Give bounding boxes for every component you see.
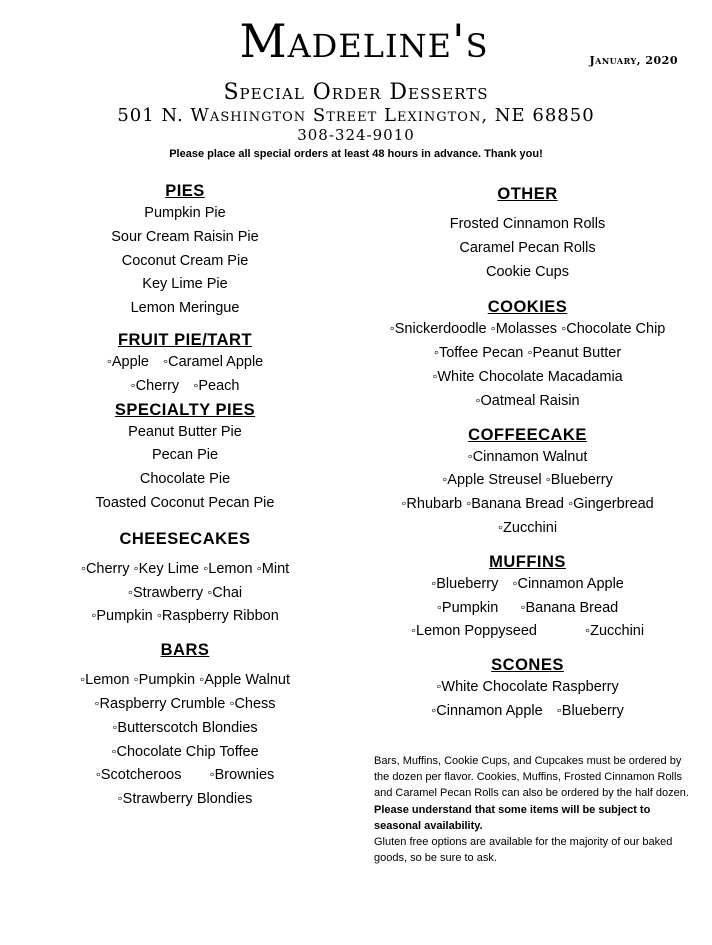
menu-row (20, 582, 350, 606)
menu-item: Pecan Pie (151, 447, 219, 464)
menu-item: ◦Key Lime (133, 560, 200, 577)
menu-item: ◦Chai (207, 584, 243, 601)
menu-row (20, 605, 350, 629)
menu-item: ◦Cinnamon Walnut (467, 448, 588, 465)
menu-row (20, 375, 350, 399)
cheesecakes-section (20, 528, 350, 629)
availability-note: Please understand that some items will be subject to seasonal availability. (374, 803, 651, 832)
menu-item: ◦Raspberry Crumble (94, 695, 226, 712)
menu-item: ◦Cinnamon Apple (431, 702, 543, 719)
menu-item: ◦Cinnamon Apple (512, 575, 624, 592)
fruit-pie-tart-section (20, 329, 350, 399)
fruit-pie-tart-heading: FRUIT PIE/TART (117, 330, 253, 349)
menu-item: ◦Chocolate Chip Toffee (111, 743, 259, 760)
coffeecake-heading: COFFEECAKE (468, 425, 587, 444)
menu-row (20, 351, 350, 375)
menu-item: Toasted Coconut Pecan Pie (95, 494, 275, 511)
menu-item: ◦Peanut Butter (527, 345, 622, 362)
menu-item: ◦Pumpkin (91, 608, 153, 625)
scones-heading: SCONES (491, 656, 564, 675)
cheesecakes-heading: CHEESECAKES (119, 529, 251, 548)
menu-item: ◦Pumpkin (133, 672, 196, 689)
menu-row (355, 573, 700, 597)
menu-item: ◦Blueberry (431, 575, 499, 592)
menu-item: ◦Mint (256, 560, 290, 577)
menu-item: ◦Banana Bread (520, 599, 619, 616)
right-column (355, 183, 700, 724)
menu-item: ◦Toffee Pecan (433, 345, 524, 362)
menu-item: ◦Cherry (130, 377, 180, 394)
menu-item: ◦White Chocolate Macadamia (432, 368, 623, 385)
menu-date: January, 2020 (589, 54, 678, 67)
ordering-notes (374, 753, 689, 866)
menu-item: ◦Peach (193, 377, 240, 394)
menu-item: ◦Gingerbread (567, 496, 654, 513)
pies-section (20, 180, 350, 321)
specialty-pies-heading: SPECIALTY PIES (114, 400, 256, 419)
menu-item: ◦Oatmeal Raisin (475, 392, 580, 409)
menu-item: ◦Chess (229, 695, 276, 712)
menu-row (355, 493, 700, 517)
menu-item: ◦Butterscotch Blondies (112, 719, 258, 736)
menu-item: Chocolate Pie (139, 471, 231, 488)
menu-item: ◦Apple Streusel (442, 472, 542, 489)
pies-heading: PIES (165, 182, 205, 200)
other-section (355, 183, 700, 284)
menu-item: ◦Apple Walnut (199, 672, 290, 689)
menu-item: ◦Cherry (80, 560, 130, 577)
menu-item: ◦Strawberry (127, 584, 204, 601)
menu-row (20, 764, 350, 788)
bars-section (20, 639, 350, 812)
muffins-heading: MUFFINS (489, 552, 566, 571)
menu-row (355, 620, 700, 644)
gluten-free-note: Gluten free options are available for the majority of our baked goods, so be sure to ask. (374, 836, 673, 865)
menu-item: Pumpkin Pie (144, 205, 226, 221)
menu-item: Key Lime Pie (142, 276, 228, 293)
muffins-section (355, 551, 700, 644)
menu-row (20, 693, 350, 717)
menu-item: Peanut Butter Pie (128, 423, 242, 440)
dozen-policy-note: Bars, Muffins, Cookie Cups, and Cupcakes must be ordered by the dozen per flavor. Cookies, Muffins, Frosted Cinnamon Rolls and Caramel Pecan Rolls can also be ordered by the half dozen. (374, 755, 689, 800)
menu-item: ◦Chocolate Chip (561, 321, 666, 338)
menu-subtitle: Special Order Desserts (223, 80, 489, 105)
menu-item: ◦Lemon (203, 560, 253, 577)
menu-row (355, 318, 700, 342)
menu-row (355, 700, 700, 724)
menu-item: ◦Pumpkin (436, 599, 499, 616)
menu-item: Lemon Meringue (130, 300, 240, 317)
menu-item: Caramel Pecan Rolls (459, 239, 596, 256)
advance-order-notice: Please place all special orders at least 48 hours in advance. Thank you! (169, 148, 543, 160)
cookies-heading: COOKIES (487, 298, 568, 317)
menu-item: ◦Blueberry (545, 472, 613, 489)
menu-item: Coconut Cream Pie (121, 252, 249, 269)
menu-row (20, 669, 350, 693)
menu-item: ◦Raspberry Ribbon (156, 608, 279, 625)
menu-item: ◦Zucchini (584, 623, 645, 640)
menu-row (355, 342, 700, 366)
menu-row (20, 558, 350, 582)
menu-item: ◦Banana Bread (466, 496, 564, 513)
menu-item: ◦Apple (106, 353, 149, 370)
menu-item: ◦Brownies (209, 767, 275, 784)
scones-section (355, 654, 700, 724)
menu-item: ◦Molasses (490, 321, 558, 338)
cookies-section (355, 296, 700, 413)
other-heading: OTHER (497, 185, 558, 203)
left-column (20, 180, 350, 812)
menu-row (355, 469, 700, 493)
menu-item: ◦Rhubarb (401, 496, 463, 513)
menu-item: ◦Lemon Poppyseed (410, 623, 537, 640)
specialty-pies-section (20, 399, 350, 516)
coffeecake-section (355, 424, 700, 541)
bars-heading: BARS (160, 641, 210, 660)
menu-item: ◦Snickerdoodle (389, 321, 487, 338)
menu-item: ◦Strawberry Blondies (117, 791, 253, 808)
shop-phone: 308-324-9010 (297, 126, 415, 144)
menu-item: ◦Zucchini (497, 519, 558, 536)
menu-item: ◦Lemon (80, 672, 130, 689)
menu-item: ◦Blueberry (556, 702, 624, 719)
menu-item: Frosted Cinnamon Rolls (449, 216, 606, 232)
shop-title: Madeline's (239, 14, 489, 68)
menu-item: ◦White Chocolate Raspberry (436, 679, 619, 696)
menu-item: ◦Scotcheroos (95, 767, 182, 784)
menu-item: Sour Cream Raisin Pie (111, 228, 259, 245)
menu-item: ◦Caramel Apple (162, 353, 264, 370)
menu-item: Cookie Cups (485, 263, 569, 280)
shop-address: 501 N. Washington Street Lexington, NE 68850 (117, 105, 595, 126)
menu-row (355, 597, 700, 621)
